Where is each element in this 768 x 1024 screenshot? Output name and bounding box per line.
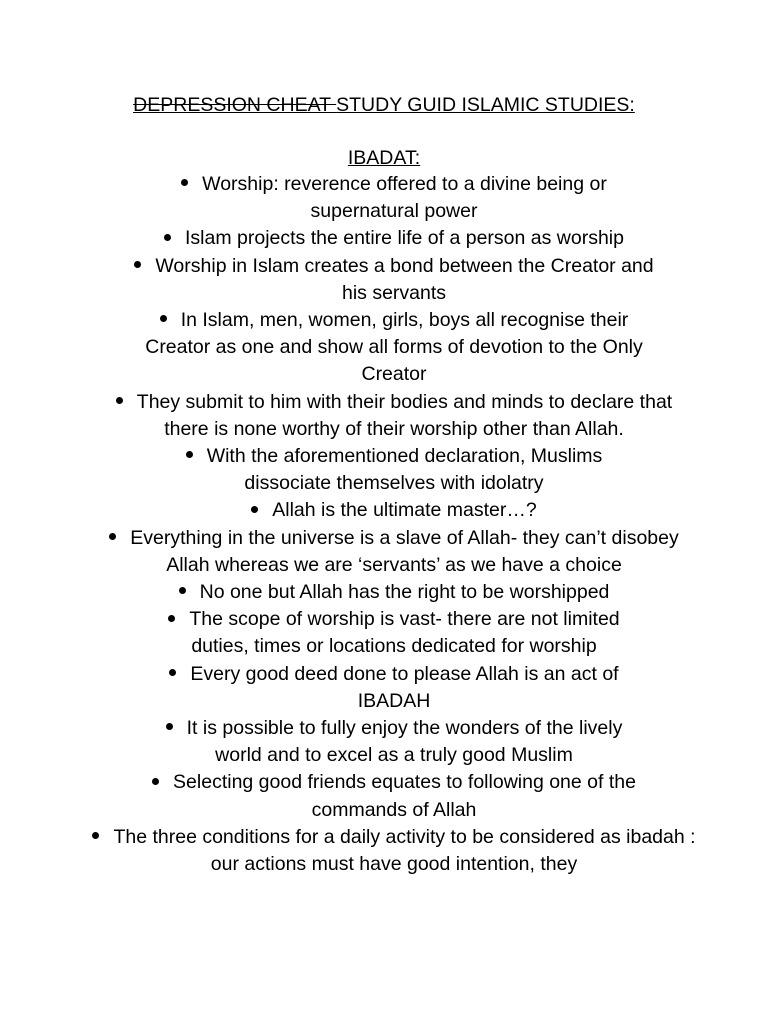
list-item-text: The three conditions for a daily activity to be considered as ibadah : our actions must have good intention, they (113, 825, 696, 876)
list-item-text: Every good deed done to please Allah is an act of IBADAH (190, 662, 619, 712)
list-item (110, 579, 678, 606)
list-item (110, 443, 678, 497)
list-item-text: The scope of worship is vast- there are not limited duties, times or locations dedicated for worship (189, 608, 620, 658)
section-heading: IBADAT: (347, 147, 421, 169)
bullet-icon (168, 615, 175, 622)
bullet-icon (160, 315, 167, 322)
list-item (90, 824, 698, 878)
list-item-text: In Islam, men, women, girls, boys all recognise their Creator as one and show all forms of devotion to the Only Creator (145, 309, 643, 386)
list-item (110, 769, 678, 823)
list-item (110, 606, 678, 660)
bullet-icon (179, 587, 186, 594)
list-item (110, 307, 678, 389)
list-item (110, 225, 678, 252)
list-item (90, 525, 698, 579)
bullet-icon (186, 451, 193, 458)
bullet-icon (166, 723, 173, 730)
title-struck-text: DEPRESSION CHEAT (133, 94, 337, 116)
list-item-text: With the aforementioned declaration, Muslims dissociate themselves with idolatry (206, 445, 603, 495)
list-item-text: They submit to him with their bodies and minds to declare that there is none worthy of their worship other than Allah. (136, 390, 673, 440)
list-item-text: It is possible to fully enjoy the wonders of the lively world and to excel as a truly good Muslim (186, 717, 623, 767)
bullet-icon (181, 179, 188, 186)
bullet-list (110, 171, 696, 878)
list-item-text: Allah is the ultimate master…? (272, 499, 537, 522)
list-item (110, 389, 678, 443)
list-item-text: Selecting good friends equates to following one of the commands of Allah (173, 771, 636, 821)
list-item-text: No one but Allah has the right to be worshipped (199, 581, 610, 604)
bullet-icon (152, 778, 159, 785)
bullet-icon (116, 397, 123, 404)
bullet-icon (134, 261, 141, 268)
bullet-icon (251, 506, 258, 513)
list-item-text: Islam projects the entire life of a person as worship (185, 227, 624, 250)
list-item (110, 171, 678, 225)
list-item-text: Worship: reverence offered to a divine being or supernatural power (202, 173, 607, 223)
bullet-icon (109, 533, 116, 540)
list-item (110, 715, 678, 769)
bullet-icon (92, 832, 99, 839)
bullet-icon (164, 234, 171, 241)
list-item-text: Worship in Islam creates a bond between the Creator and his servants (155, 254, 654, 304)
list-item-text: Everything in the universe is a slave of Allah- they can’t disobey Allah whereas we are ‘servants’ as we have a choice (130, 526, 679, 576)
bullet-icon (169, 669, 176, 676)
list-item (110, 497, 678, 524)
list-item (110, 253, 678, 307)
title-text: STUDY GUID ISLAMIC STUDIES: (336, 94, 635, 116)
list-item (110, 661, 678, 715)
document-title (0, 92, 768, 118)
